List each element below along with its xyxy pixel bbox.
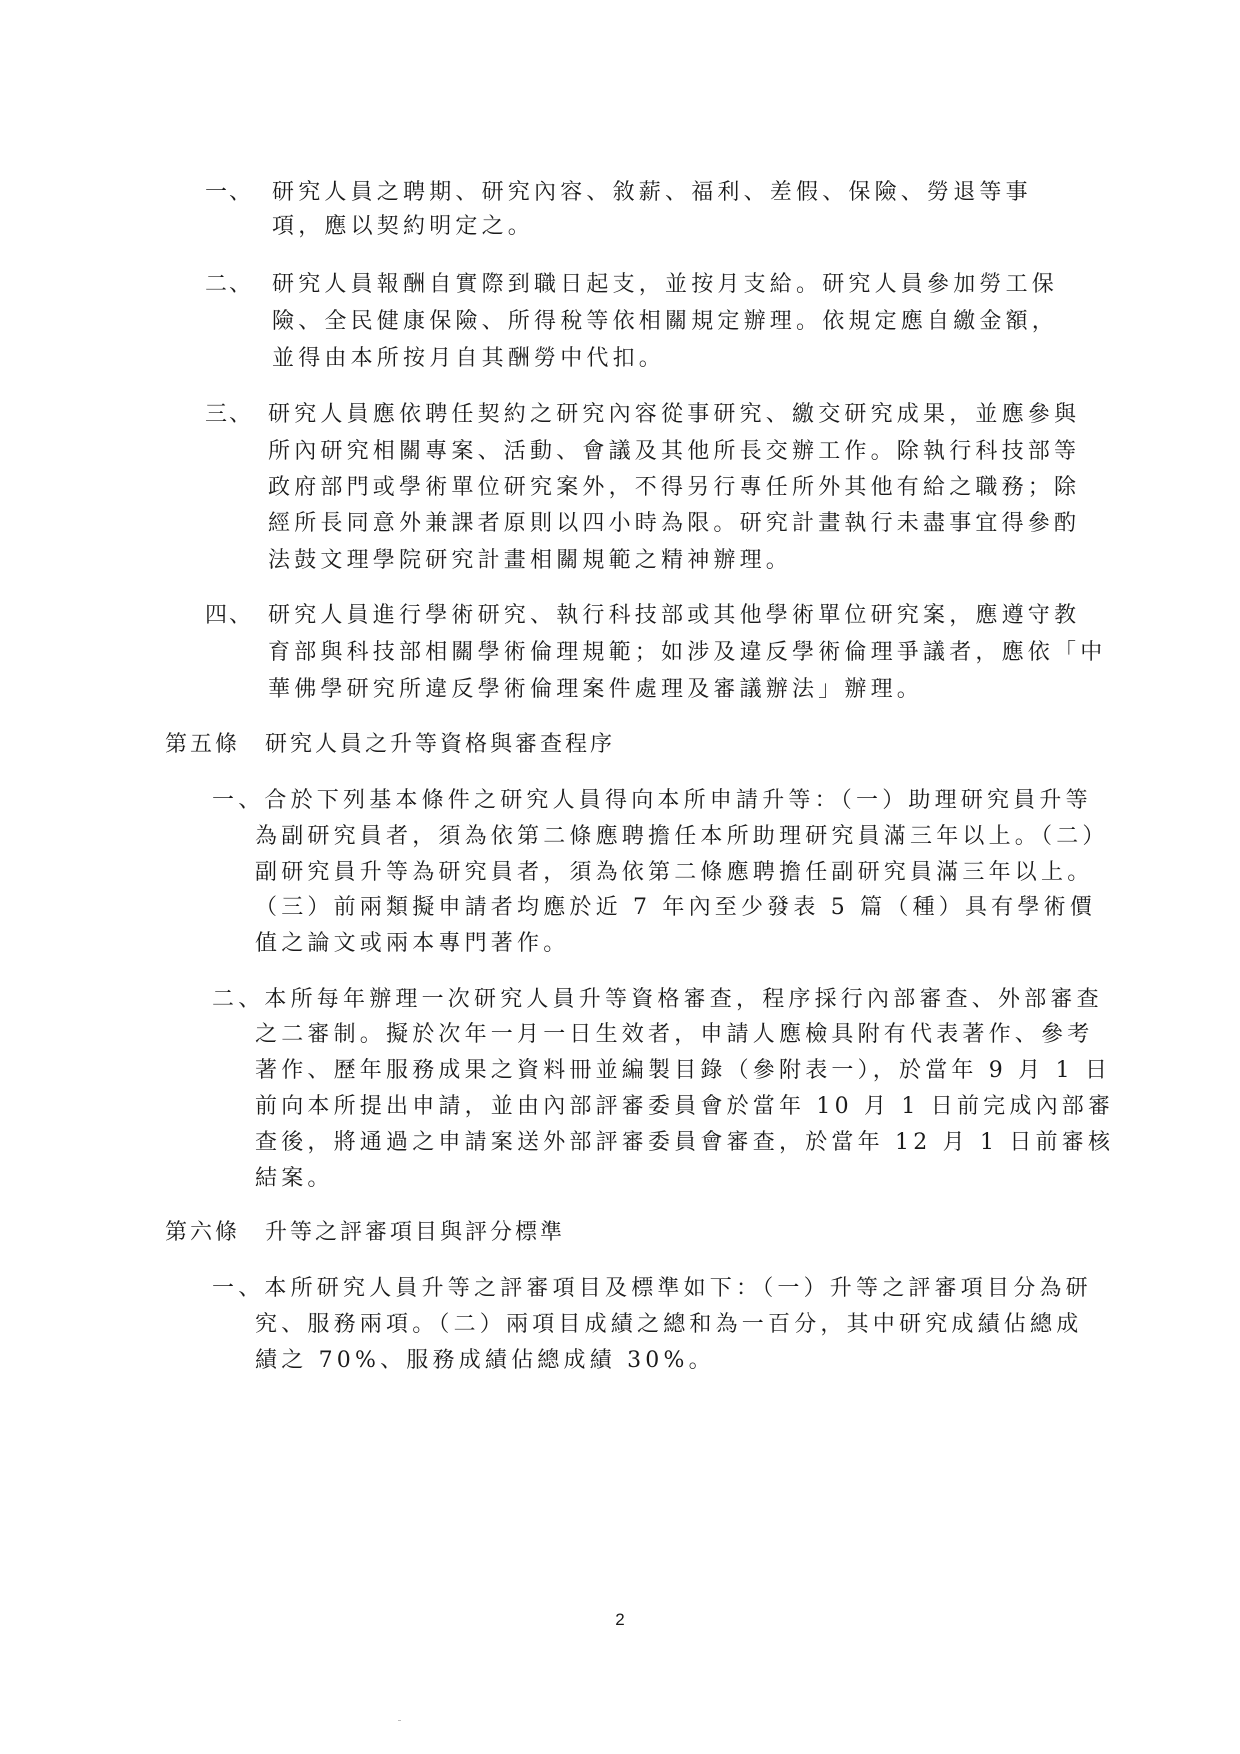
item-2-number: 二、 bbox=[205, 272, 254, 297]
item-3-line-3: 政府部門或學術單位研究案外，不得另行專任所外其他有給之職務；除 bbox=[268, 475, 1081, 500]
article-5-para-2-line-1: 二、本所每年辦理一次研究人員升等資格審查，程序採行內部審查、外部審查 bbox=[212, 987, 1103, 1012]
item-1-line-1: 研究人員之聘期、研究內容、敘薪、福利、差假、保險、勞退等事 bbox=[272, 180, 1032, 205]
item-2-line-1: 研究人員報酬自實際到職日起支，並按月支給。研究人員參加勞工保 bbox=[272, 272, 1059, 297]
item-4-line-2: 育部與科技部相關學術倫理規範；如涉及違反學術倫理爭議者，應依「中 bbox=[268, 640, 1107, 665]
item-4-line-1: 研究人員進行學術研究、執行科技部或其他學術單位研究案，應遵守教 bbox=[268, 603, 1081, 628]
page-number: 2 bbox=[615, 1610, 625, 1629]
article-6-para-1-line-1: 一、本所研究人員升等之評審項目及標準如下：（一）升等之評審項目分為研 bbox=[212, 1276, 1092, 1301]
item-3-number: 三、 bbox=[205, 402, 254, 427]
item-2-line-2: 險、全民健康保險、所得稅等依相關規定辦理。依規定應自繳金額， bbox=[272, 309, 1059, 334]
article-5-para-1-line-4: （三）前兩類擬申請者均應於近 7 年內至少發表 5 篇（種）具有學術價 bbox=[255, 895, 1096, 920]
article-6-para-1-line-3: 績之 70%、服務成績佔總成績 30%。 bbox=[255, 1348, 715, 1373]
article-5-para-2-line-3: 著作、歷年服務成果之資料冊並編製目錄（參附表一），於當年 9 月 1 日 bbox=[255, 1058, 1112, 1083]
article-5-para-1-line-2: 為副研究員者，須為依第二條應聘擔任本所助理研究員滿三年以上。（二） bbox=[255, 824, 1109, 849]
item-3-line-4: 經所長同意外兼課者原則以四小時為限。研究計畫執行未盡事宜得參酌 bbox=[268, 511, 1081, 536]
item-3-line-2: 所內研究相關專案、活動、會議及其他所長交辦工作。除執行科技部等 bbox=[268, 439, 1081, 464]
item-1-number: 一、 bbox=[205, 180, 254, 205]
item-1-line-2: 項，應以契約明定之。 bbox=[272, 214, 535, 239]
item-3-line-1: 研究人員應依聘任契約之研究內容從事研究、繳交研究成果，並應參與 bbox=[268, 402, 1081, 427]
article-5-para-2-line-5: 查後，將通過之申請案送外部評審委員會審查，於當年 12 月 1 日前審核 bbox=[255, 1130, 1115, 1155]
item-4-number: 四、 bbox=[205, 603, 254, 628]
article-6-para-1-line-2: 究、服務兩項。（二）兩項目成績之總和為一百分，其中研究成績佔總成 bbox=[255, 1312, 1083, 1337]
item-4-line-3: 華佛學研究所違反學術倫理案件處理及審議辦法」辦理。 bbox=[268, 677, 924, 702]
article-5-para-2-line-2: 之二審制。擬於次年一月一日生效者，申請人應檢具附有代表著作、參考 bbox=[255, 1022, 1094, 1047]
article-5-para-1-line-3: 副研究員升等為研究員者，須為依第二條應聘擔任副研究員滿三年以上。 bbox=[255, 860, 1094, 885]
article-5-para-2-line-6: 結案。 bbox=[255, 1166, 334, 1191]
scan-speck bbox=[398, 1720, 401, 1721]
article-6-heading: 第六條 升等之評審項目與評分標準 bbox=[165, 1220, 566, 1245]
item-2-line-3: 並得由本所按月自其酬勞中代扣。 bbox=[272, 346, 666, 371]
article-5-para-2-line-4: 前向本所提出申請，並由內部評審委員會於當年 10 月 1 日前完成內部審 bbox=[255, 1094, 1115, 1119]
article-5-heading: 第五條 研究人員之升等資格與審查程序 bbox=[165, 732, 616, 757]
article-5-para-1-line-5: 值之論文或兩本專門著作。 bbox=[255, 931, 570, 956]
article-5-para-1-line-1: 一、合於下列基本條件之研究人員得向本所申請升等：（一）助理研究員升等 bbox=[212, 788, 1092, 813]
item-3-line-5: 法鼓文理學院研究計畫相關規範之精神辦理。 bbox=[268, 548, 793, 573]
